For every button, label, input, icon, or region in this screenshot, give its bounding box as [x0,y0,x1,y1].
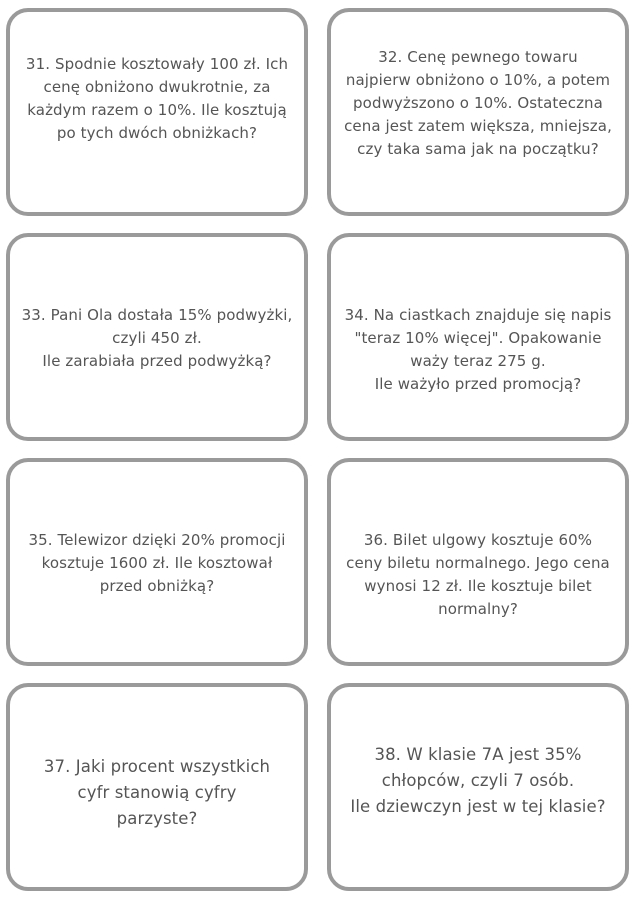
task-text-line: parzyste? [116,809,198,828]
task-text-line: normalny? [438,600,518,618]
task-card-35 [6,458,308,666]
task-text-line: przed obniżką? [99,577,215,595]
task-card-34 [327,233,629,441]
task-text-line: cena jest zatem większa, mniejsza, [344,117,612,135]
task-text-line: 38. W klasie 7A jest 35% [374,745,582,764]
task-text-line: 31. Spodnie kosztowały 100 zł. Ich [25,55,289,73]
task-text-line: ceny biletu normalnego. Jego cena [346,554,610,572]
task-card-32 [327,8,629,216]
task-card-37 [6,683,308,891]
task-text-line: czy taka sama jak na początku? [357,140,599,158]
task-text-line: chłopców, czyli 7 osób. [381,771,575,790]
task-text-line: najpierw obniżono o 10%, a potem [345,71,611,89]
task-card-33 [6,233,308,441]
task-text-line: waży teraz 275 g. [410,352,546,370]
task-text-line: czyli 450 zł. [112,329,202,347]
task-text-line: cenę obniżono dwukrotnie, za [43,78,271,96]
task-text-line: podwyższono o 10%. Ostateczna [353,94,603,112]
task-text-line: kosztuje 1600 zł. Ile kosztował [41,554,273,572]
task-text-line: 35. Telewizor dzięki 20% promocji [28,531,286,549]
task-text-line: Ile ważyło przed promocją? [374,375,582,393]
task-text-line: Ile dziewczyn jest w tej klasie? [350,797,606,816]
task-text-line: 33. Pani Ola dostała 15% podwyżki, [21,306,293,324]
task-text-line: wynosi 12 zł. Ile kosztuje bilet [364,577,592,595]
task-card-31 [6,8,308,216]
task-text-line: cyfr stanowią cyfry [77,783,237,802]
task-text-line: każdym razem o 10%. Ile kosztują [27,101,287,119]
task-text-line: 36. Bilet ulgowy kosztuje 60% [363,531,593,549]
task-text-line: Ile zarabiała przed podwyżką? [42,352,272,370]
task-text-line: po tych dwóch obniżkach? [56,124,258,142]
task-text-line: 34. Na ciastkach znajduje się napis [344,306,612,324]
task-card-36 [327,458,629,666]
task-text-line: 37. Jaki procent wszystkich [43,757,271,776]
task-text-line: 32. Cenę pewnego towaru [378,48,578,66]
task-text-line: "teraz 10% więcej". Opakowanie [354,329,602,347]
task-card-38 [327,683,629,891]
